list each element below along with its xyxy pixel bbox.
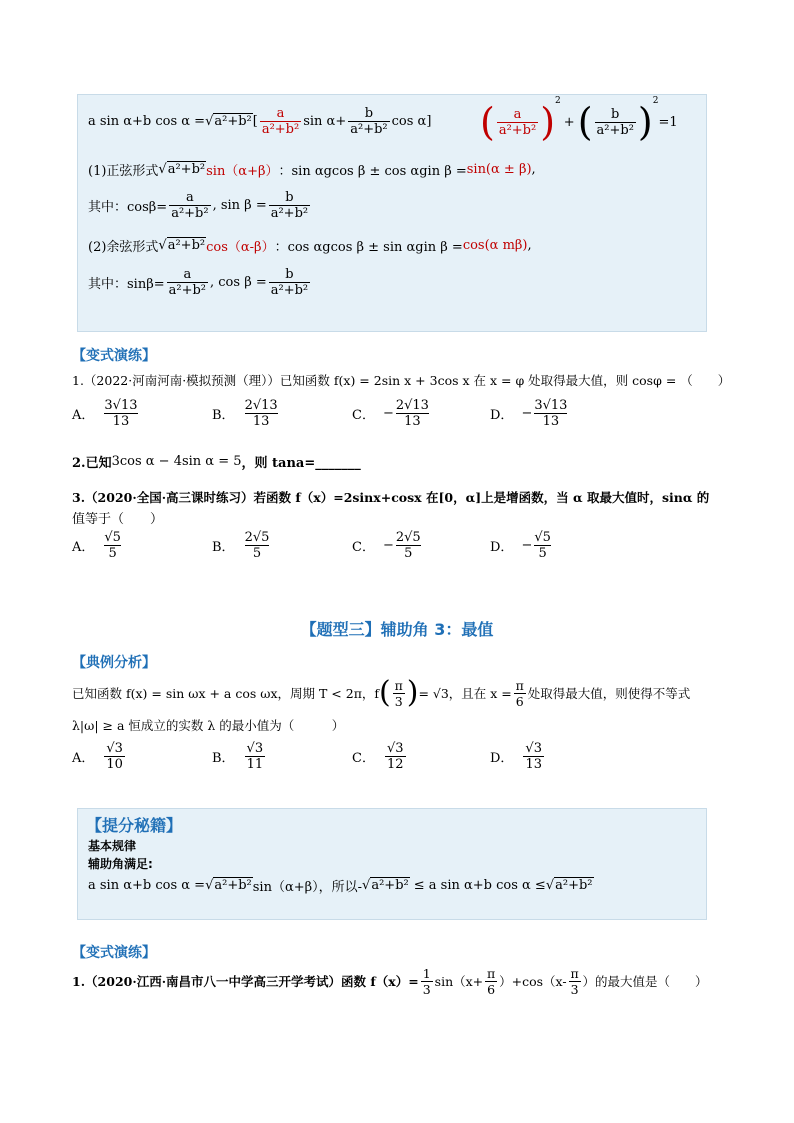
box1-identity: ( $\frac{a}{\text{a²+b²}}$ ) $^2$ + ( $\frac{b}{\text{a²+b²}}$ ) $^2$ =1: [480, 96, 678, 144]
fraction: $\frac{b}{\text{a²+b²}}$: [350, 105, 388, 137]
sqrt: √a²+b²: [205, 113, 252, 129]
example-line2: λ|ω| ≥ a 恒成立的实数 λ 的最小值为（ ）: [72, 718, 345, 733]
option-a[interactable]: A． $\frac{√3}{10}$: [72, 740, 123, 772]
option-c[interactable]: C． − $\frac{2√13}{13}$: [352, 397, 429, 429]
where1-line: 其中：cosβ= $\frac{a}{\text{a²+b²}}$ , sin β = $\frac{b}{\text{a²+b²}}$: [88, 189, 309, 221]
example-line1: 已知函数 f(x) = sin ωx + a cos ωx，周期 T < 2π， f ( $\frac{\pi}{3}$ ) = √3，且在 x = $\frac{\pi}{6}$ 处取得最大值，则使得不等式: [72, 675, 691, 710]
option-d[interactable]: D． − $\frac{3√13}{13}$: [490, 397, 568, 429]
practice-header-1: 【变式演练】: [72, 348, 156, 364]
option-b[interactable]: B． $\frac{√3}{11}$: [212, 740, 264, 772]
practice-header-2: 【变式演练】: [72, 945, 156, 961]
question-1-text: 1.（2022·河南河南·模拟预测（理））已知函数 f(x) = 2sin x + 3cos x 在 x = φ 处取得最大值，则 cosφ = （ ）: [72, 373, 731, 388]
fraction: $\frac{a}{\text{a²+b²}}$: [261, 105, 300, 137]
question-1-options: [72, 395, 569, 431]
cos-form-line: (2)余弦形式 √a²+b² cos（α-β） ：cos αgcos β ± sin αgin β = cos(α mβ) ,: [88, 237, 532, 255]
tips-line2: 辅助角满足:: [88, 857, 153, 871]
section-title: 【题型三】辅助角 3：最值: [300, 620, 494, 639]
tips-line1: 基本规律: [88, 839, 137, 853]
option-d[interactable]: D． $\frac{√3}{13}$: [490, 740, 542, 772]
example-options: [72, 737, 546, 775]
option-b[interactable]: B． $\frac{2√13}{13}$: [212, 397, 278, 429]
option-a[interactable]: A． $\frac{3√13}{13}$: [72, 397, 138, 429]
option-c[interactable]: C． − $\frac{2√5}{5}$: [352, 529, 421, 561]
box1-line1: a sin α+b cos α = √a²+b² [ $\frac{a}{\text{a²+b²}}$ sin α+ $\frac{b}{\text{a²+b²}}$ cos α]: [88, 105, 432, 137]
where2-line: 其中：sinβ= $\frac{a}{\text{a²+b²}}$ , cos β = $\frac{b}{\text{a²+b²}}$: [88, 266, 309, 298]
example-header: 【典例分析】: [72, 655, 156, 671]
sine-form-line: (1)正弦形式 √a²+b² sin（α+β） ：sin αgcos β ± cos αgin β = sin(α ± β) ,: [88, 161, 536, 179]
option-d[interactable]: D． − $\frac{√5}{5}$: [490, 529, 551, 561]
question-3-line2: 值等于（ ）: [72, 512, 164, 527]
question-3-line1: 3.（2020·全国·高三课时练习）若函数 f（x）=2sinx+cosx 在[0，α]上是增函数，当 α 取最大值时，sinα 的: [72, 490, 710, 505]
question-4: 1.（2020·江西·南昌市八一中学高三开学考试）函数 f（x）= $\frac{1}{3}$ sin（x+ $\frac{\pi}{6}$ ）+cos（x- $\frac{\pi}{3}$ ）的最大值是（ ）: [72, 965, 708, 997]
question-2: 2.已知 3cos α − 4sin α = 5 ，则 tana=_______: [72, 453, 361, 471]
tips-formula: a sin α+b cos α = √a²+b² sin（α+β），所以- √a²+b² ≤ a sin α+b cos α ≤ √a²+b²: [88, 877, 593, 895]
option-a[interactable]: A． $\frac{√5}{5}$: [72, 529, 121, 561]
question-3-options: [72, 526, 553, 564]
option-c[interactable]: C． $\frac{√3}{12}$: [352, 740, 404, 772]
option-b[interactable]: B． $\frac{2√5}{5}$: [212, 529, 270, 561]
tips-header: 【提分秘籍】: [86, 816, 183, 835]
